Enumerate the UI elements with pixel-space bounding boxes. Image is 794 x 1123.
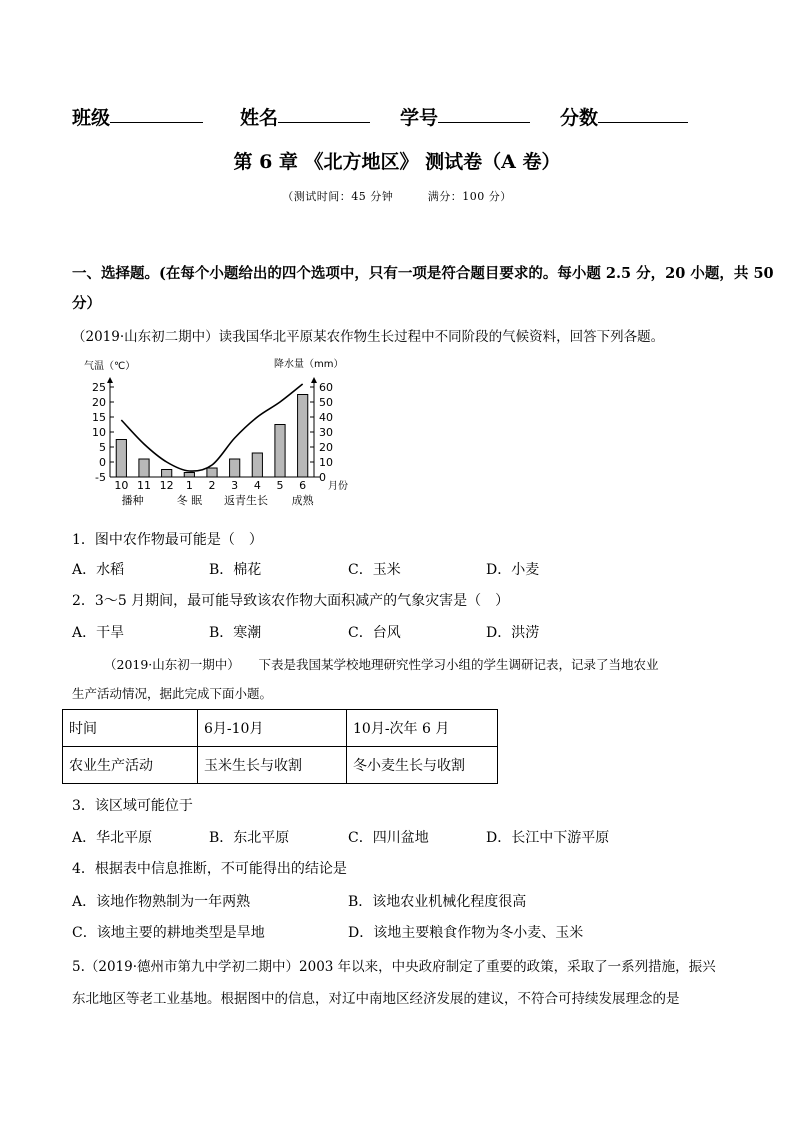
table-cell: 冬小麦生长与收割 — [347, 747, 498, 784]
question-5-line2: 东北地区等老工业基地。根据图中的信息，对辽中南地区经济发展的建议，不符合可持续发展理念的是 — [72, 991, 680, 1007]
right-tick-label: 0 — [319, 471, 326, 484]
q2-option-a[interactable]: A．干旱 — [72, 625, 125, 641]
precipitation-bar — [162, 470, 172, 478]
stage-label: 返青生长 — [224, 494, 268, 507]
q2-option-c[interactable]: C．台风 — [348, 625, 401, 641]
left-axis-ticks — [92, 381, 114, 484]
right-tick-label: 50 — [319, 396, 333, 409]
q2-option-d[interactable]: D．洪涝 — [486, 625, 540, 641]
exam-meta: （测试时间：45 分钟 满分：100 分） — [282, 190, 512, 203]
table-row — [63, 747, 498, 784]
climate-chart — [78, 355, 353, 510]
right-tick-label: 60 — [319, 381, 333, 394]
right-axis-ticks — [310, 381, 333, 484]
question-4-stem: 4．根据表中信息推断，不可能得出的结论是 — [72, 861, 347, 877]
left-axis-label: 气温（℃） — [84, 361, 136, 372]
section-heading-line2: 分） — [72, 295, 101, 312]
q1-option-a[interactable]: A．水稻 — [72, 562, 125, 578]
precipitation-bar — [275, 425, 285, 478]
q3-option-c[interactable]: C．四川盆地 — [348, 830, 429, 846]
left-axis-arrow — [107, 377, 113, 383]
right-tick-label: 10 — [319, 456, 333, 469]
right-tick-label: 30 — [319, 426, 333, 439]
precipitation-bar — [116, 440, 126, 478]
table-cell: 6月-10月 — [198, 710, 347, 747]
month-label: 2 — [208, 479, 216, 492]
month-labels — [114, 479, 306, 492]
question-3-stem: 3．该区域可能位于 — [72, 798, 193, 814]
month-label: 6 — [299, 479, 307, 492]
table-cell: 玉米生长与收割 — [198, 747, 347, 784]
question-intro-2-line1: （2019·山东初一期中） 下表是我国某学校地理研究性学习小组的学生调研记表，记录了当地农业 — [104, 657, 659, 672]
q4-option-d[interactable]: D．该地主要粮食作物为冬小麦、玉米 — [348, 925, 584, 941]
left-tick-label: -5 — [95, 471, 106, 484]
precipitation-bar — [184, 473, 194, 478]
left-tick-label: 25 — [92, 381, 106, 394]
table-cell: 农业生产活动 — [63, 747, 198, 784]
question-2-stem: 2．3～5 月期间，最可能导致该农作物大面积减产的气象灾害是（ ） — [72, 593, 510, 609]
q4-option-a[interactable]: A．该地作物熟制为一年两熟 — [72, 894, 251, 910]
student-info-header — [72, 103, 712, 131]
section-heading-line1: 一、选择题。(在每个小题给出的四个选项中，只有一项是符合题目要求的。每小题 2.5 分，20 小题，共 50 — [72, 265, 774, 282]
left-tick-label: 0 — [99, 456, 106, 469]
q2-option-b[interactable]: B．寒潮 — [209, 625, 262, 641]
stage-label: 冬 眠 — [176, 494, 203, 507]
month-label: 1 — [185, 479, 193, 492]
left-tick-label: 10 — [92, 426, 106, 439]
table-row — [63, 710, 498, 747]
precipitation-bar — [139, 459, 149, 477]
question-1-stem: 1．图中农作物最可能是（ ） — [72, 532, 263, 548]
month-label: 5 — [276, 479, 284, 492]
month-label: 10 — [114, 479, 129, 492]
stage-label: 播种 — [121, 494, 144, 507]
stage-labels — [122, 493, 315, 507]
q3-option-b[interactable]: B．东北平原 — [209, 830, 290, 846]
x-unit-label: 月份 — [328, 481, 348, 492]
q1-option-c[interactable]: C．玉米 — [348, 562, 401, 578]
precipitation-bar — [230, 459, 240, 477]
right-axis-arrow — [311, 377, 317, 383]
question-5-line1: 5.（2019·德州市第九中学初二期中）2003 年以来，中央政府制定了重要的政策，采取了一系列措施，振兴 — [72, 959, 716, 975]
month-label: 12 — [159, 479, 174, 492]
score-label: 分数 — [560, 107, 599, 129]
page-title: 第 6 章 《北方地区》 测试卷（A 卷） — [233, 151, 561, 173]
right-axis-label: 降水量（mm） — [274, 359, 344, 370]
right-tick-label: 20 — [319, 441, 333, 454]
id-label: 学号 — [400, 107, 439, 129]
table-cell: 时间 — [63, 710, 198, 747]
precipitation-bar — [252, 453, 262, 477]
left-tick-label: 20 — [92, 396, 106, 409]
month-label: 4 — [253, 479, 261, 492]
class-label: 班级 — [72, 107, 111, 129]
right-tick-label: 40 — [319, 411, 333, 424]
question-intro-2-line2: 生产活动情况，据此完成下面小题。 — [72, 686, 273, 701]
q1-option-b[interactable]: B．棉花 — [209, 562, 262, 578]
q4-option-c[interactable]: C．该地主要的耕地类型是旱地 — [72, 925, 265, 941]
precipitation-bar — [207, 468, 217, 477]
stage-label: 成熟 — [291, 494, 314, 507]
left-tick-label: 15 — [92, 411, 106, 424]
question-intro-1: （2019·山东初二期中）读我国华北平原某农作物生长过程中不同阶段的气候资料，回答下列各题。 — [72, 329, 665, 345]
farming-schedule-table — [62, 709, 498, 784]
left-tick-label: 5 — [99, 441, 106, 454]
q1-option-d[interactable]: D．小麦 — [486, 562, 540, 578]
name-label: 姓名 — [240, 107, 279, 129]
precipitation-bar — [298, 395, 308, 478]
q3-option-d[interactable]: D．长江中下游平原 — [486, 830, 610, 846]
q4-option-b[interactable]: B．该地农业机械化程度很高 — [348, 894, 527, 910]
month-label: 3 — [231, 479, 239, 492]
month-label: 11 — [137, 479, 151, 492]
table-cell: 10月-次年 6 月 — [347, 710, 498, 747]
q3-option-a[interactable]: A．华北平原 — [72, 830, 153, 846]
